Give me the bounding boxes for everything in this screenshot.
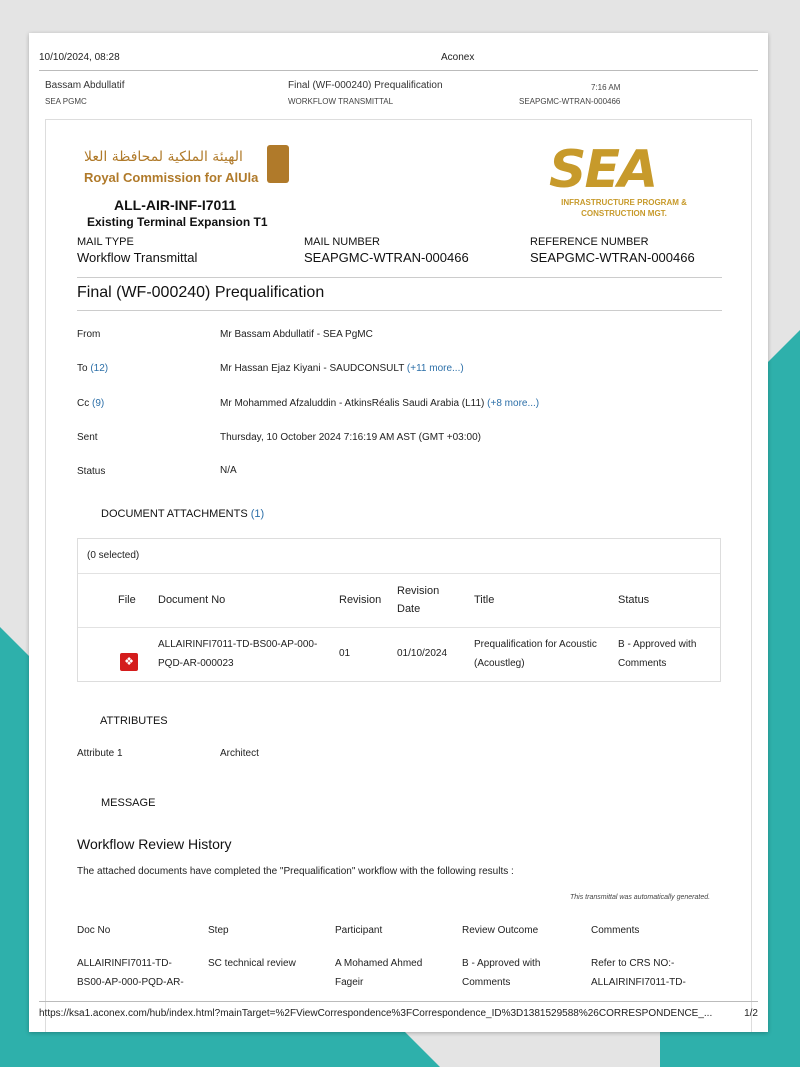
- reference-number-block: [530, 236, 695, 265]
- review-col-outcome: Review Outcome: [462, 925, 539, 936]
- print-footer: [39, 1001, 758, 1027]
- reference-number-label: REFERENCE NUMBER: [530, 236, 649, 248]
- col-revision-date-2[interactable]: Date: [397, 603, 421, 615]
- selection-count: (0 selected): [87, 550, 140, 561]
- attribute-value: Architect: [220, 748, 259, 759]
- cc-count-link[interactable]: (9): [92, 398, 105, 409]
- row-doc-no-2[interactable]: PQD-AR-000023: [158, 658, 234, 669]
- review-col-step: Step: [208, 925, 229, 936]
- attribute-label: Attribute 1: [77, 748, 123, 759]
- sent-value: Thursday, 10 October 2024 7:16:19 AM AST (GMT +03:00): [220, 432, 481, 443]
- sea-logo: [549, 140, 719, 225]
- header-subject: Final (WF-000240) Prequalification: [288, 80, 443, 91]
- review-col-participant: Participant: [335, 925, 383, 936]
- col-revision-date-1[interactable]: Revision: [397, 585, 440, 597]
- header-number: SEAPGMC-WTRAN-000466: [519, 97, 621, 106]
- print-app-name: Aconex: [441, 52, 475, 63]
- to-value: Mr Hassan Ejaz Kiyani - SAUDCONSULT: [220, 363, 405, 374]
- col-file[interactable]: File: [118, 594, 136, 606]
- mail-number-block: [304, 236, 469, 265]
- review-step: SC technical review: [208, 958, 296, 969]
- project-subtitle: Existing Terminal Expansion T1: [87, 215, 268, 229]
- row-status-2: Comments: [618, 658, 667, 669]
- pdf-file-icon[interactable]: ❖: [120, 653, 138, 671]
- sea-tagline: [549, 197, 699, 219]
- sea-wordmark: SEA: [549, 140, 657, 200]
- row-date: 01/10/2024: [397, 648, 448, 659]
- review-doc-no-1: ALLAIRINFI7011-TD-: [77, 958, 172, 969]
- attachments-table: [77, 538, 721, 682]
- sent-label: Sent: [77, 432, 98, 443]
- review-col-comments: Comments: [591, 925, 640, 936]
- reference-number-value: SEAPGMC-WTRAN-000466: [530, 250, 695, 265]
- page-number: 1/2: [744, 1008, 758, 1019]
- to-more-link[interactable]: (+11 more...): [406, 363, 464, 374]
- review-comments-2: ALLAIRINFI7011-TD-: [591, 977, 686, 988]
- mail-number-label: MAIL NUMBER: [304, 236, 380, 248]
- mail-number-value: SEAPGMC-WTRAN-000466: [304, 250, 469, 265]
- header-sender: Bassam Abdullatif: [45, 80, 125, 91]
- review-comments-1: Refer to CRS NO:-: [591, 958, 675, 969]
- divider: [77, 310, 722, 311]
- table-divider: [78, 627, 720, 628]
- col-revision[interactable]: Revision: [339, 594, 382, 606]
- review-outcome-2: Comments: [462, 977, 511, 988]
- print-header: [39, 33, 758, 71]
- mail-type-value: Workflow Transmittal: [77, 250, 198, 265]
- printed-page: 10/10/2024, 08:28 Aconex Bassam Abdullatif SEA PGMC Final (WF-000240) Prequalification WORKFLOW TRANSMITTAL 7:16 AM SEAPGMC-WTRAN-000466 الهيئة الملكية لمحافظة العلا Royal Commission for AlUla ALL-AIR-INF-I7011 Existing Terminal Expansion T1 SEA INFRASTRUCTURE PROGRAM & CONSTRUCTION MGT. MAIL TYPE Workflow Transmittal MAIL NUMBER SEAPGMC-WTRAN-000466 REFERENCE NUMBER SEAPGMC-WTRAN-000466 Final (WF-000240) Prequalification From Mr Bassam Abdullatif - SEA PgMC To (12) Mr Hassan Ejaz Kiyani - SAUDCONSULT (+11 more...) Cc (9) Mr Mohammed Afzaluddin - AtkinsRéalis Saudi Arabia (L11) (+8 more...) Sent Thursday, 10 October 2024 7:16:19 AM AST (GMT +03:00) Status N/A DOCUMENT ATTACHMENTS (1) (0 selected) File Document No Revision Revision Date Title Status ❖ ALLAIRINFI7011-TD-BS00-AP-000- PQD-AR-000023 01 01/10/2024 Prequalification for Acoustic (Acoustleg) B - Approved with Comments ATTRIBUTES Attribute 1 Architect MESSAGE Workflow Review History The attached documents have completed the "Prequalification" workflow with the following results : This transmittal was automatically generated. Doc No Step Participant Review Outcome Comments ALLAIRINFI7011-TD- BS00-AP-000-PQD-AR- SC technical review A Mohamed Ahmed Fageir B - Approved with Comments Refer to CRS NO:- ALLAIRINFI7011-TD- https://ksa1.aconex.com/hub/index.html?mainTarget=%2FViewCorrespondence%3FCorrespondence_ID%3D1381529588%26CORRESPONDENCE_... 1/2: [29, 33, 768, 1032]
- row-title-2: (Acoustleg): [474, 658, 525, 669]
- page-title: Final (WF-000240) Prequalification: [77, 284, 325, 301]
- col-doc-no[interactable]: Document No: [158, 594, 226, 606]
- status-label: Status: [77, 466, 106, 477]
- message-heading: MESSAGE: [101, 797, 156, 809]
- attributes-heading: ATTRIBUTES: [100, 715, 168, 727]
- header-type: WORKFLOW TRANSMITTAL: [288, 97, 394, 106]
- mail-type-label: MAIL TYPE: [77, 236, 134, 248]
- review-outcome-1: B - Approved with: [462, 958, 541, 969]
- rc-alula-logo: [84, 145, 274, 250]
- review-participant-2: Fageir: [335, 977, 364, 988]
- header-time: 7:16 AM: [591, 83, 621, 92]
- attachments-count[interactable]: (1): [250, 508, 265, 520]
- review-history-title: Workflow Review History: [77, 836, 232, 852]
- row-doc-no-1[interactable]: ALLAIRINFI7011-TD-BS00-AP-000-: [158, 639, 318, 650]
- to-count-link[interactable]: (12): [90, 363, 109, 374]
- cc-label: Cc: [77, 398, 90, 409]
- status-value: N/A: [220, 465, 237, 476]
- from-value: Mr Bassam Abdullatif - SEA PgMC: [220, 329, 373, 340]
- rc-english-name: Royal Commission for AlUla: [84, 170, 259, 185]
- attachments-title: DOCUMENT ATTACHMENTS: [101, 508, 248, 520]
- row-status-1: B - Approved with: [618, 639, 697, 650]
- row-revision: 01: [339, 648, 351, 659]
- col-title[interactable]: Title: [474, 594, 495, 606]
- rc-emblem-icon: [267, 145, 289, 183]
- rc-arabic-name: الهيئة الملكية لمحافظة العلا: [84, 149, 243, 165]
- table-divider: [78, 573, 720, 574]
- col-status[interactable]: Status: [618, 594, 650, 606]
- review-col-doc-no: Doc No: [77, 925, 111, 936]
- from-label: From: [77, 329, 101, 340]
- review-participant-1: A Mohamed Ahmed: [335, 958, 423, 969]
- to-label: To: [77, 363, 88, 374]
- review-doc-no-2: BS00-AP-000-PQD-AR-: [77, 977, 184, 988]
- row-title-1: Prequalification for Acoustic: [474, 639, 597, 650]
- mail-type-block: [77, 236, 197, 265]
- auto-generated-note: This transmittal was automatically generated.: [570, 894, 711, 901]
- attachments-heading: [101, 508, 264, 520]
- print-datetime: 10/10/2024, 08:28: [39, 52, 120, 63]
- header-org: SEA PGMC: [45, 97, 87, 106]
- sea-tagline-line2: CONSTRUCTION MGT.: [581, 209, 667, 218]
- sea-tagline-line1: INFRASTRUCTURE PROGRAM &: [561, 198, 687, 207]
- project-code: ALL-AIR-INF-I7011: [114, 197, 237, 213]
- cc-more-link[interactable]: (+8 more...): [487, 398, 540, 409]
- cc-value: Mr Mohammed Afzaluddin - AtkinsRéalis Saudi Arabia (L11): [220, 398, 485, 409]
- divider: [77, 277, 722, 278]
- footer-url: https://ksa1.aconex.com/hub/index.html?mainTarget=%2FViewCorrespondence%3FCorrespondence_ID%3D1381529588%26CORRESPONDENCE_...: [39, 1008, 713, 1019]
